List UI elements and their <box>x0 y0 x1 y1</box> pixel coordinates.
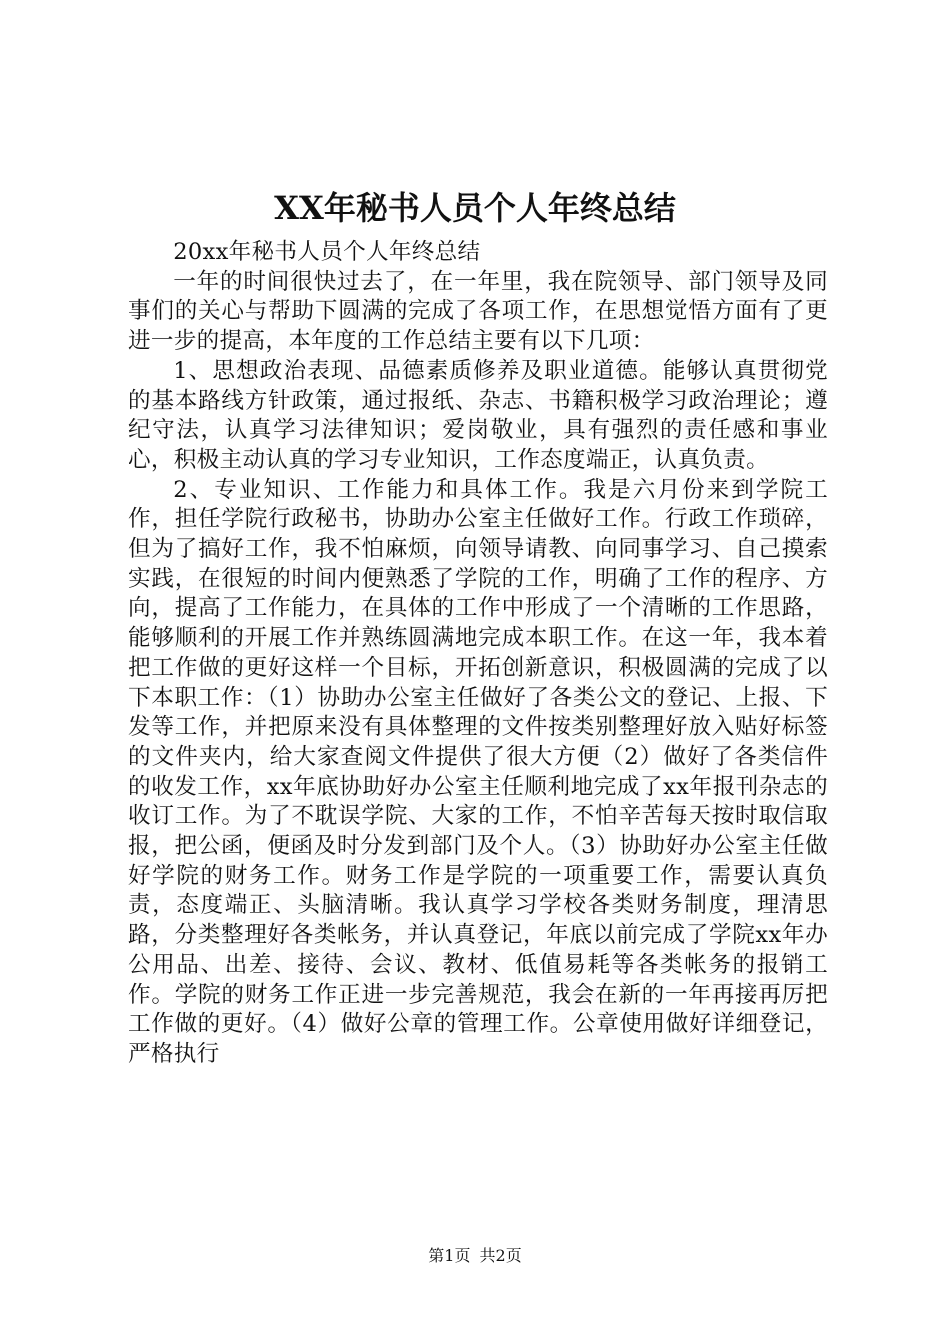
page-footer <box>0 1244 950 1268</box>
page-total: 共2页 <box>479 1246 522 1265</box>
paragraph-section-1: 1、思想政治表现、品德素质修养及职业道德。能够认真贯彻党的基本路线方针政策，通过报纸、杂志、书籍积极学习政治理论；遵纪守法，认真学习法律知识；爱岗敬业，具有强烈的责任感和事业心，积极主动认真的学习专业知识，工作态度端正，认真负责。 <box>128 357 828 473</box>
document-body <box>128 238 828 1070</box>
document-title: XX年秘书人员个人年终总结 <box>274 189 676 227</box>
paragraph-section-2: 2、专业知识、工作能力和具体工作。我是六月份来到学院工作，担任学院行政秘书，协助办公室主任做好工作。行政工作琐碎，但为了搞好工作，我不怕麻烦，向领导请教、向同事学习、自己摸索实践，在很短的时间内便熟悉了学院的工作，明确了工作的程序、方向，提高了工作能力，在具体的工作中形成了一个清晰的工作思路，能够顺利的开展工作并熟练圆满地完成本职工作。在这一年，我本着把工作做的更好这样一个目标，开拓创新意识，积极圆满的完成了以下本职工作：（1）协助办公室主任做好了各类公文的登记、上报、下发等工作，并把原来没有具体整理的文件按类别整理好放入贴好标签的文件夹内，给大家查阅文件提供了很大方便（2）做好了各类信件的收发工作，xx年底协助好办公室主任顺利地完成了xx年报刊杂志的收订工作。为了不耽误学院、大家的工作，不怕辛苦每天按时取信取报，把公函，便函及时分发到部门及个人。（3）协助好办公室主任做好学院的财务工作。财务工作是学院的一项重要工作，需要认真负责，态度端正、头脑清晰。我认真学习学校各类财务制度，理清思路，分类整理好各类帐务，并认真登记，年底以前完成了学院xx年办公用品、出差、接待、会议、教材、低值易耗等各类帐务的报销工作。学院的财务工作正进一步完善规范，我会在新的一年再接再厉把工作做的更好。（4）做好公章的管理工作。公章使用做好详细登记，严格执行 <box>128 476 828 1067</box>
page-number: 第1页 <box>428 1246 471 1265</box>
paragraph-intro: 一年的时间很快过去了，在一年里，我在院领导、部门领导及同事们的关心与帮助下圆满的完成了各项工作，在思想觉悟方面有了更进一步的提高，本年度的工作总结主要有以下几项： <box>128 268 828 355</box>
paragraph-subtitle: 20xx年秘书人员个人年终总结 <box>173 239 481 265</box>
